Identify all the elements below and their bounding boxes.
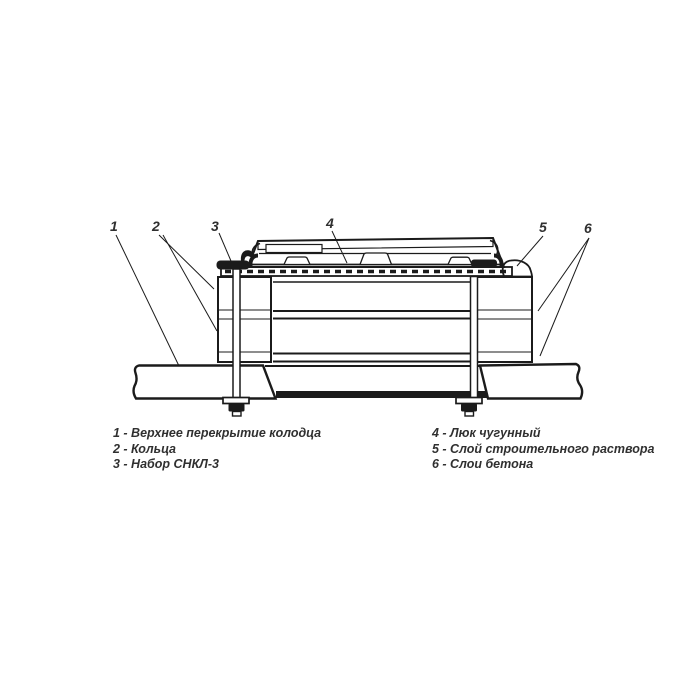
joint-layer	[475, 310, 532, 319]
slab-left	[134, 366, 276, 399]
leader-2b	[163, 235, 217, 331]
tie-rod-right	[471, 277, 478, 399]
ring-wall-right	[475, 277, 532, 362]
leader-1	[116, 235, 179, 366]
legend-item-3: 3 - Набор СНКЛ-3	[113, 457, 219, 471]
well-interior-lines	[265, 282, 487, 398]
callout-number-6: 6	[584, 220, 592, 236]
tie-rod-left	[233, 269, 240, 398]
callout-number-2: 2	[152, 218, 160, 234]
support-course	[221, 267, 512, 276]
leader-3	[219, 233, 231, 261]
hatch-rib	[448, 257, 472, 264]
slab-right	[480, 364, 582, 399]
nut-left	[229, 404, 245, 412]
nut-right	[461, 404, 477, 412]
legend-item-2: 2 - Кольца	[113, 441, 176, 456]
rod-tail-left	[233, 412, 242, 417]
joint-layer	[218, 352, 271, 362]
legend-item-4: 4 - Люк чугунный	[432, 426, 541, 440]
legend	[0, 426, 700, 478]
washer-left	[223, 398, 249, 404]
cast-iron-hatch	[248, 238, 504, 267]
legend-item-6: 6 - Слои бетона	[432, 457, 534, 471]
callout-number-1: 1	[110, 218, 118, 234]
hatch-rib	[360, 253, 392, 265]
callout-number-4: 4	[326, 215, 334, 231]
legend-column-left	[113, 426, 321, 473]
legend-item-5: 5 - Слой строительного раствора	[432, 441, 655, 456]
callout-numbers	[110, 215, 592, 236]
joint-layer	[218, 310, 271, 319]
rod-tail-right	[465, 412, 474, 417]
hatch-lid-step	[266, 245, 322, 253]
washer-right	[456, 398, 482, 404]
callout-number-5: 5	[539, 219, 547, 235]
legend-column-right	[432, 426, 654, 473]
ring-wall-left	[218, 277, 271, 362]
joint-layer	[475, 352, 532, 362]
leader-5	[517, 236, 543, 266]
callout-number-3: 3	[211, 218, 219, 234]
legend-item-1: 1 - Верхнее перекрытие колодца	[113, 426, 322, 440]
hatch-rib	[284, 257, 310, 265]
